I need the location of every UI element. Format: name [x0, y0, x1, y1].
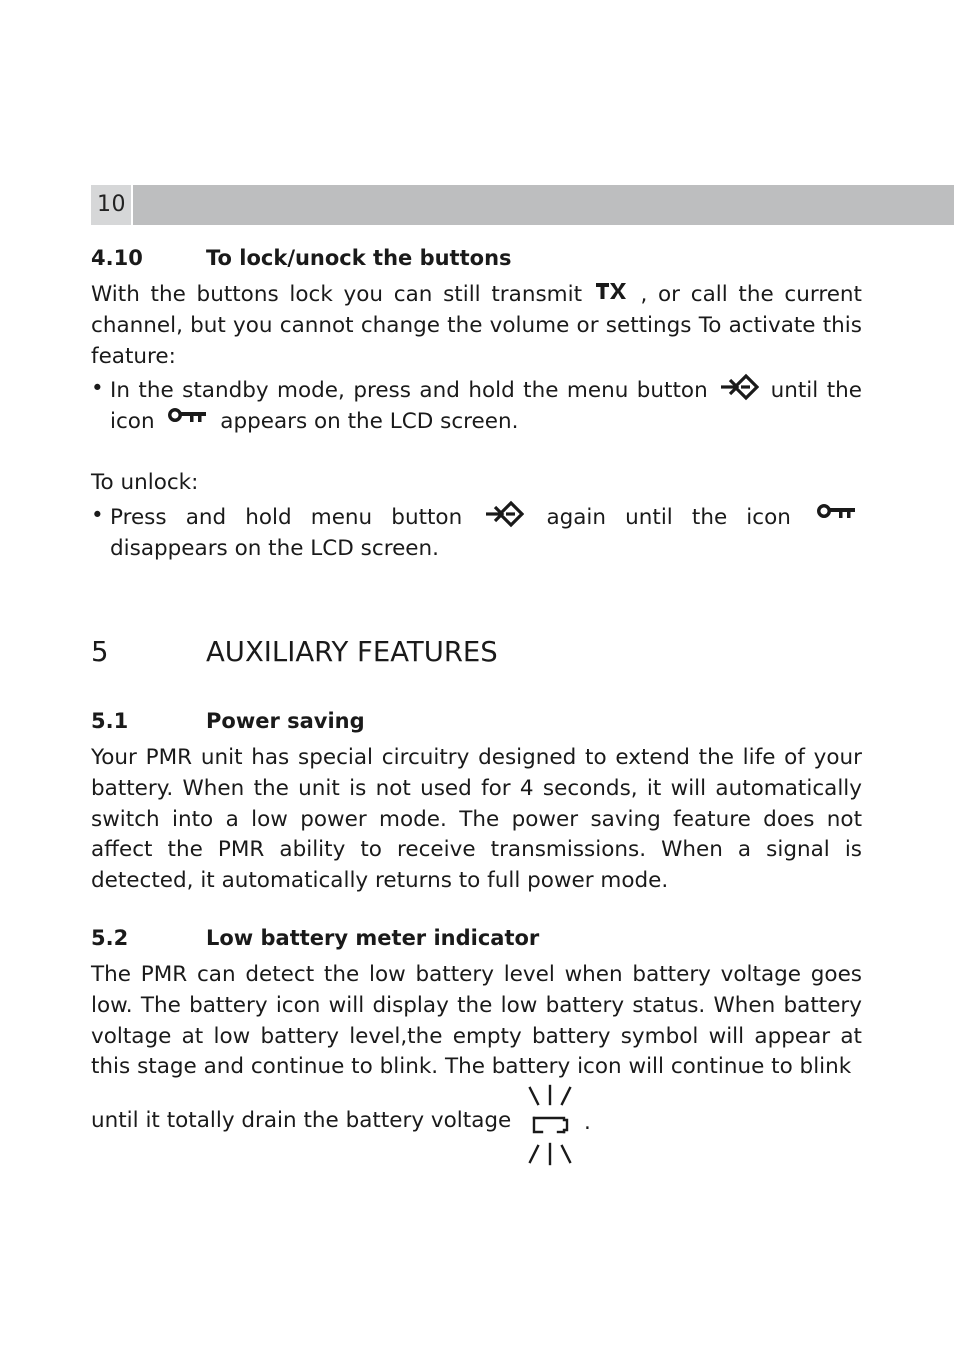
section-title: AUXILIARY FEATURES: [206, 636, 498, 668]
menu-button-icon: [484, 500, 524, 528]
bullet-dot: •: [91, 503, 104, 528]
blinking-empty-battery-icon: [524, 1084, 576, 1166]
unlock-instruction-item: [91, 500, 862, 564]
section-number: 4.10: [91, 246, 143, 270]
section-5-1-heading: [91, 708, 365, 734]
key-lock-icon: [816, 502, 856, 520]
tx-icon: [596, 281, 627, 301]
page-header-bar: [133, 185, 954, 225]
bullet2-text-part1: Press and hold menu button: [110, 505, 463, 530]
section-4-10-heading: [91, 245, 512, 271]
bullet-dot: •: [91, 376, 104, 401]
section-5-1-body: Your PMR unit has special circuitry designed to extend the life of your battery. When the unit is not used for 4 seconds, it will automatically switch into a low power mode. The power saving feature does not affect the PMR ability to receive transmissions. When a signal is detected, it automatically returns to full power mode.: [91, 745, 862, 894]
section-title: Power saving: [206, 709, 365, 733]
unlock-label: To unlock:: [91, 470, 199, 495]
section-5-heading: [91, 635, 498, 669]
bullet2-text-part3: disappears on the LCD screen.: [110, 536, 439, 561]
end-punctuation: .: [584, 1110, 591, 1135]
lock-instruction-item: [91, 373, 862, 437]
section-title: Low battery meter indicator: [206, 926, 540, 950]
battery-last-line-text: until it totally drain the battery voltage: [91, 1108, 512, 1133]
section-number: 5.1: [91, 709, 129, 733]
bullet1-text-part1: In the standby mode, press and hold the menu button: [110, 378, 708, 403]
section-5-2-body: The PMR can detect the low battery level when battery voltage goes low. The battery icon will display the low battery status. When battery voltage at low battery level,the empty battery symbol will appear at this stage and continue to blink. The battery icon will continue to blink: [91, 962, 862, 1080]
section-title: To lock/unock the buttons: [206, 246, 512, 270]
bullet1-text-part2: until the icon: [110, 378, 862, 434]
section-4-10-intro: [91, 280, 862, 372]
bullet1-text-part3: appears on the LCD screen.: [220, 409, 519, 434]
bullet2-text-part2: again until the icon: [546, 505, 791, 530]
intro-text-part2: , or call the current channel, but you cannot change the volume or settings To activate this feature:: [91, 282, 862, 369]
section-number: 5: [91, 636, 109, 668]
section-number: 5.2: [91, 926, 129, 950]
page-number: 10: [97, 192, 126, 217]
section-5-2-heading: [91, 925, 539, 951]
intro-text-part1: With the buttons lock you can still transmit: [91, 282, 582, 307]
key-lock-icon: [167, 406, 207, 424]
menu-button-icon: [719, 373, 759, 401]
